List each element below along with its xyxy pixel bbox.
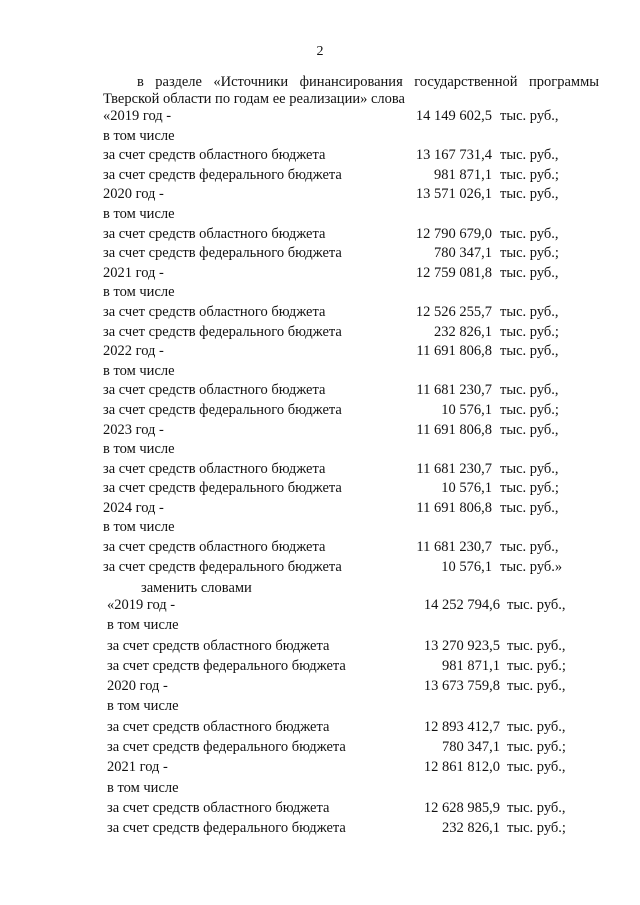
funding-row-label: за счет средств федерального бюджета bbox=[107, 820, 346, 837]
funding-row-unit: тыс. руб., bbox=[507, 637, 566, 654]
funding-row-unit: тыс. руб.; bbox=[507, 820, 566, 837]
funding-row bbox=[107, 698, 500, 718]
funding-row bbox=[107, 739, 566, 759]
funding-row-unit: тыс. руб., bbox=[507, 718, 566, 735]
funding-row-label: в том числе bbox=[107, 779, 179, 796]
funding-row bbox=[103, 382, 559, 402]
funding-row-unit: тыс. руб., bbox=[507, 678, 566, 695]
funding-row-amount: 12 628 985,9 bbox=[423, 799, 500, 816]
funding-row-amount: 11 691 806,8 bbox=[416, 343, 492, 360]
funding-row-unit: тыс. руб., bbox=[500, 108, 559, 124]
funding-row-unit: тыс. руб., bbox=[500, 147, 559, 164]
funding-row-label: 2023 год - bbox=[103, 421, 164, 438]
funding-row bbox=[103, 128, 492, 148]
funding-row-amount: 11 681 230,7 bbox=[416, 460, 492, 477]
funding-row bbox=[103, 441, 492, 461]
funding-row-label: 2020 год - bbox=[107, 678, 168, 695]
funding-row-unit: тыс. руб.; bbox=[507, 657, 566, 674]
funding-row bbox=[103, 539, 559, 559]
funding-row-amount: 10 576,1 bbox=[441, 558, 492, 575]
funding-row-amount: 12 526 255,7 bbox=[415, 303, 492, 320]
funding-row-label: в том числе bbox=[107, 617, 179, 634]
funding-row-unit: тыс. руб., bbox=[507, 799, 566, 816]
funding-row-unit: тыс. руб., bbox=[500, 225, 559, 242]
funding-row bbox=[107, 820, 566, 840]
funding-row bbox=[103, 421, 559, 442]
funding-row-unit: тыс. руб., bbox=[500, 303, 559, 320]
funding-row-unit: тыс. руб., bbox=[500, 382, 559, 399]
funding-row bbox=[103, 499, 559, 520]
funding-row-label: за счет средств областного бюджета bbox=[107, 718, 330, 735]
funding-row bbox=[103, 480, 559, 500]
funding-row-label: 2021 год - bbox=[107, 759, 168, 776]
funding-row-label: в том числе bbox=[103, 362, 175, 379]
funding-row-label: за счет средств областного бюджета bbox=[103, 225, 326, 242]
funding-row-unit: тыс. руб., bbox=[500, 186, 559, 203]
funding-row bbox=[103, 245, 559, 265]
funding-row-amount: 232 826,1 bbox=[434, 323, 492, 340]
replace-instruction: заменить словами bbox=[141, 580, 252, 596]
intro-paragraph bbox=[103, 74, 599, 108]
funding-row bbox=[103, 363, 492, 383]
funding-row bbox=[103, 303, 559, 324]
funding-row-amount: 10 576,1 bbox=[441, 401, 492, 418]
funding-row bbox=[107, 597, 566, 617]
funding-row bbox=[103, 225, 559, 246]
funding-row bbox=[107, 637, 566, 658]
funding-row-label: «2019 год - bbox=[107, 597, 176, 613]
funding-row bbox=[107, 657, 566, 678]
funding-row-amount: 13 673 759,8 bbox=[423, 678, 500, 695]
funding-row-label: 2020 год - bbox=[103, 186, 164, 203]
funding-row-unit: тыс. руб.; bbox=[500, 166, 559, 183]
funding-row bbox=[103, 108, 559, 128]
funding-row-amount: 12 790 679,0 bbox=[415, 225, 492, 242]
funding-row bbox=[103, 460, 559, 481]
funding-row-label: за счет средств федерального бюджета bbox=[103, 245, 342, 262]
funding-row-label: за счет средств областного бюджета bbox=[107, 637, 330, 654]
funding-row-amount: 14 149 602,5 bbox=[415, 108, 492, 124]
funding-row-label: в том числе bbox=[103, 441, 175, 458]
funding-row-amount: 780 347,1 bbox=[434, 245, 492, 262]
funding-row-unit: тыс. руб.; bbox=[507, 739, 566, 756]
funding-row bbox=[103, 147, 559, 167]
funding-row-amount: 13 167 731,4 bbox=[415, 147, 492, 164]
funding-row-label: за счет средств областного бюджета bbox=[103, 147, 326, 164]
funding-row-amount: 981 871,1 bbox=[434, 166, 492, 183]
funding-row-label: за счет средств областного бюджета bbox=[103, 382, 326, 399]
funding-row-unit: тыс. руб., bbox=[500, 421, 559, 438]
funding-row-label: в том числе bbox=[103, 205, 175, 222]
funding-row-unit: тыс. руб.» bbox=[500, 558, 563, 575]
funding-row bbox=[107, 759, 566, 779]
funding-row-label: за счет средств федерального бюджета bbox=[103, 558, 342, 575]
funding-row-label: 2021 год - bbox=[103, 264, 164, 281]
funding-row-label: за счет средств федерального бюджета bbox=[107, 657, 346, 674]
funding-row-unit: тыс. руб., bbox=[500, 539, 559, 556]
funding-row-amount: 13 270 923,5 bbox=[423, 637, 500, 654]
funding-row-label: в том числе bbox=[107, 698, 179, 715]
funding-row-amount: 780 347,1 bbox=[442, 739, 500, 756]
intro-line-1: в разделе «Источники финансирования государственной программы bbox=[137, 74, 599, 90]
funding-row-amount: 14 252 794,6 bbox=[423, 597, 500, 613]
funding-row-amount: 12 893 412,7 bbox=[423, 718, 500, 735]
funding-row-label: в том числе bbox=[103, 284, 175, 301]
funding-row bbox=[103, 558, 563, 579]
funding-row bbox=[107, 780, 500, 800]
funding-row-unit: тыс. руб., bbox=[500, 264, 559, 281]
funding-row bbox=[103, 519, 492, 539]
funding-row-amount: 12 759 081,8 bbox=[415, 264, 492, 281]
funding-row-amount: 13 571 026,1 bbox=[415, 186, 492, 203]
funding-row bbox=[103, 264, 559, 285]
funding-row-label: за счет средств федерального бюджета bbox=[103, 401, 342, 418]
funding-row-unit: тыс. руб., bbox=[507, 597, 566, 613]
funding-row-unit: тыс. руб., bbox=[500, 499, 559, 516]
funding-row bbox=[107, 617, 500, 637]
funding-row-unit: тыс. руб., bbox=[500, 343, 559, 360]
funding-row-amount: 981 871,1 bbox=[442, 657, 500, 674]
old-funding-block bbox=[103, 108, 563, 578]
funding-row-label: в том числе bbox=[103, 127, 175, 144]
funding-row bbox=[103, 284, 492, 304]
funding-row bbox=[103, 206, 492, 226]
funding-row-amount: 11 691 806,8 bbox=[416, 421, 492, 438]
funding-row-label: за счет средств федерального бюджета bbox=[107, 739, 346, 756]
funding-row-amount: 12 861 812,0 bbox=[423, 759, 500, 776]
funding-row-amount: 10 576,1 bbox=[441, 480, 492, 497]
funding-row bbox=[103, 401, 559, 422]
funding-row-label: за счет средств федерального бюджета bbox=[103, 323, 342, 340]
page-number: 2 bbox=[316, 44, 324, 59]
funding-row-label: за счет средств областного бюджета bbox=[103, 460, 326, 477]
funding-row bbox=[103, 186, 559, 206]
funding-row-label: за счет средств федерального бюджета bbox=[103, 480, 342, 497]
funding-row-unit: тыс. руб.; bbox=[500, 323, 559, 340]
funding-row-unit: тыс. руб., bbox=[507, 759, 566, 776]
funding-row-unit: тыс. руб., bbox=[500, 460, 559, 477]
funding-row-label: за счет средств областного бюджета bbox=[107, 799, 330, 816]
new-funding-block bbox=[107, 597, 566, 841]
funding-row-unit: тыс. руб.; bbox=[500, 245, 559, 262]
funding-row-unit: тыс. руб.; bbox=[500, 401, 559, 418]
funding-row-label: в том числе bbox=[103, 519, 175, 536]
funding-row-amount: 11 681 230,7 bbox=[416, 382, 492, 399]
funding-row-label: за счет средств федерального бюджета bbox=[103, 166, 342, 183]
funding-row bbox=[107, 678, 566, 698]
funding-row-unit: тыс. руб.; bbox=[500, 480, 559, 497]
funding-row-amount: 232 826,1 bbox=[442, 820, 500, 837]
funding-row-label: 2024 год - bbox=[103, 499, 164, 516]
intro-line-2: Тверской области по годам ее реализации» слова bbox=[103, 91, 405, 107]
funding-row-label: за счет средств областного бюджета bbox=[103, 539, 326, 556]
funding-row bbox=[103, 343, 559, 363]
funding-row bbox=[107, 799, 566, 820]
funding-row-label: 2022 год - bbox=[103, 343, 164, 360]
funding-row bbox=[107, 718, 566, 739]
funding-row-amount: 11 681 230,7 bbox=[416, 539, 492, 556]
funding-row-amount: 11 691 806,8 bbox=[416, 499, 492, 516]
funding-row-label: «2019 год - bbox=[103, 108, 172, 124]
funding-row bbox=[103, 166, 559, 187]
funding-row bbox=[103, 323, 559, 344]
funding-row-label: за счет средств областного бюджета bbox=[103, 303, 326, 320]
